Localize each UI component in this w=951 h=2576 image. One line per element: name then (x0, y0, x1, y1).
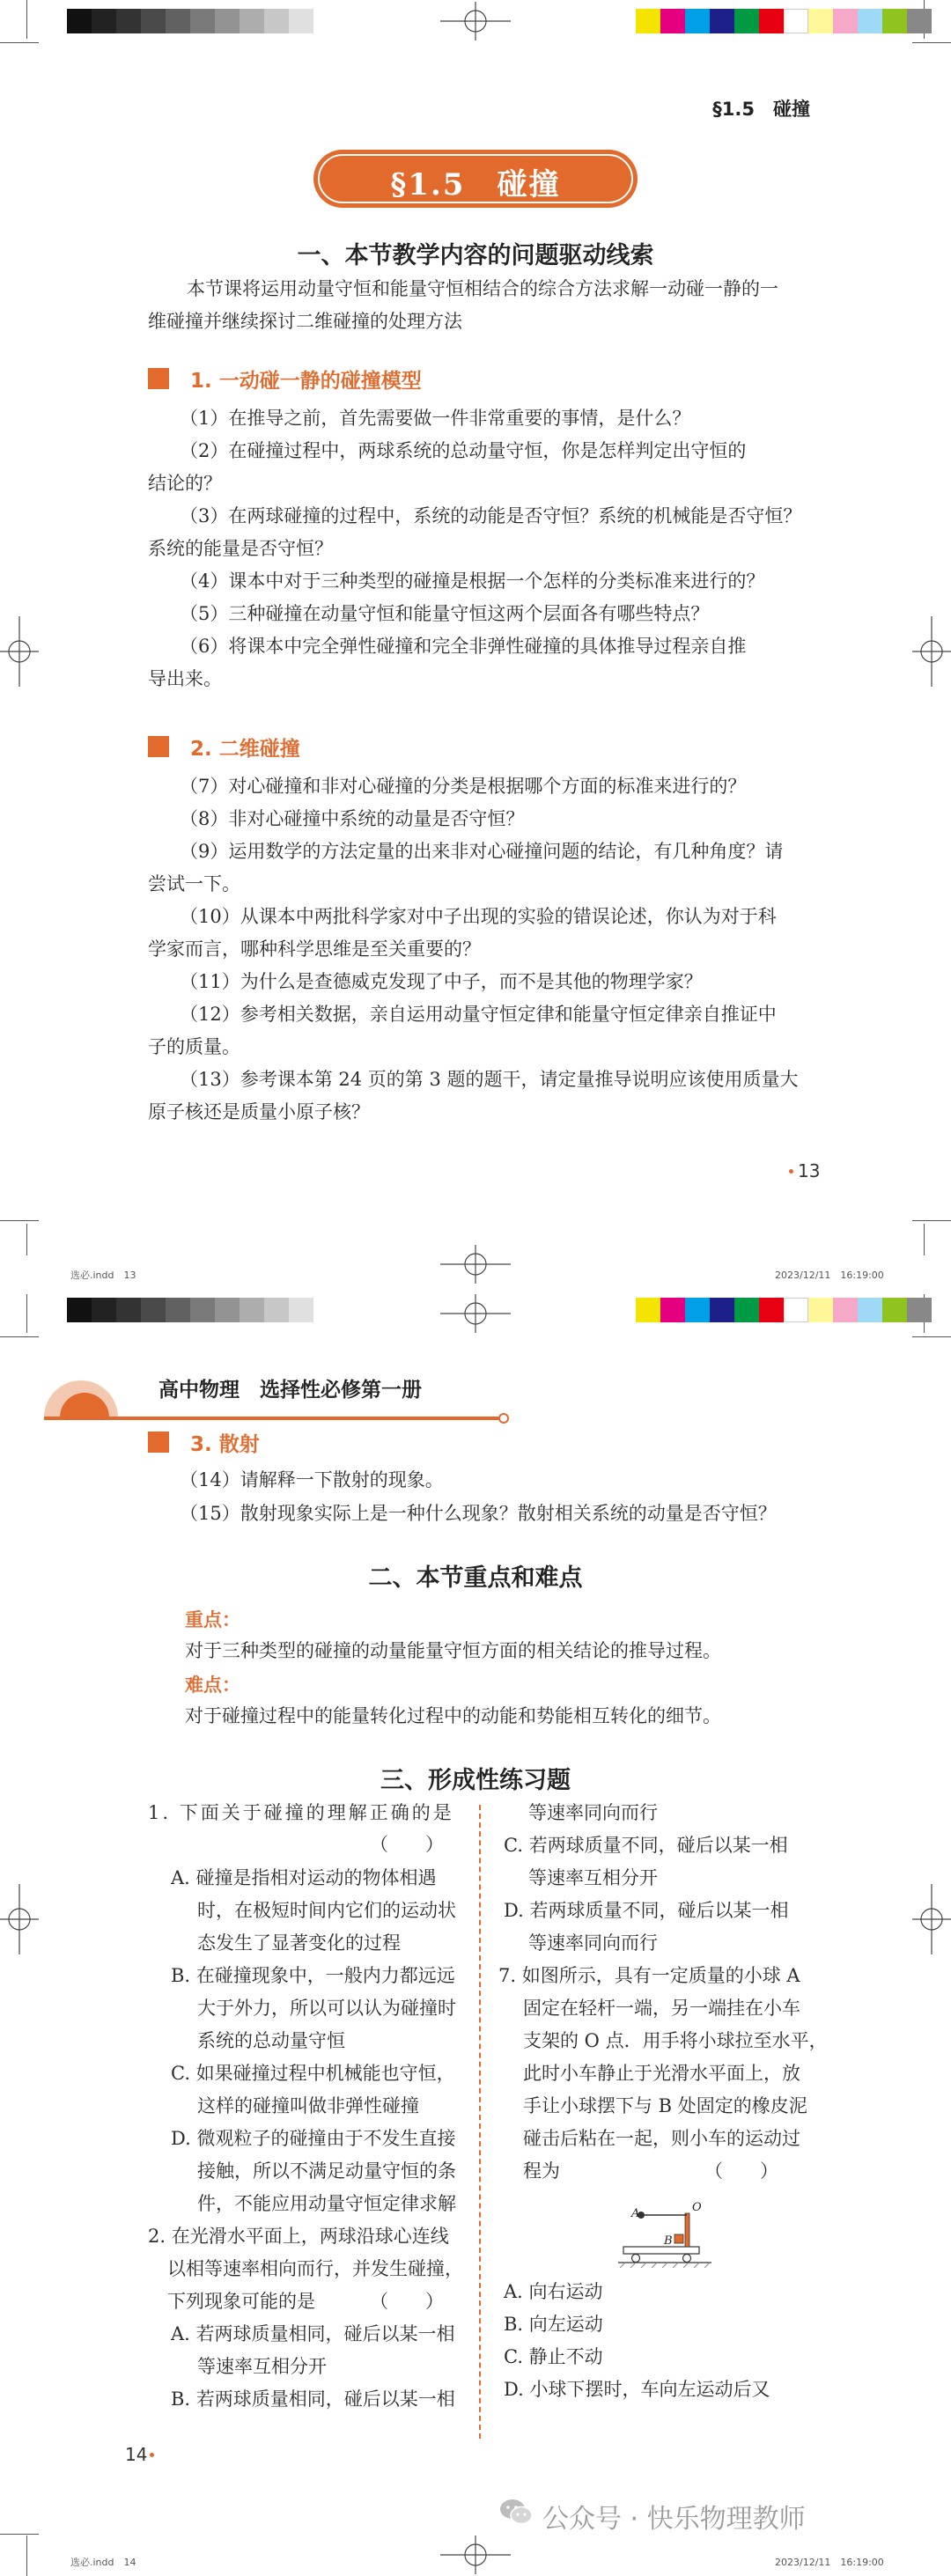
option-line: C. 静止不动 (504, 2346, 603, 2367)
registration-mark (440, 2536, 511, 2574)
question-line: 1. 下面关于碰撞的理解正确的是 (148, 1802, 454, 1823)
question-line: C. 若两球质量不同，碰后以某一相 (504, 1835, 788, 1856)
question-line: 时，在极短时间内它们的运动状 (197, 1900, 456, 1921)
key-label: 重点： (185, 1609, 240, 1630)
question-line: B. 在碰撞现象中，一般内力都远远 (171, 1965, 455, 1986)
crop-mark (912, 1336, 951, 1337)
option-line: A. 向右运动 (504, 2281, 603, 2302)
question-line: 以相等速率相向而行，并发生碰撞， (167, 2258, 463, 2279)
text-line: （11）为什么是查德威克发现了中子，而不是其他的物理学家？ (180, 971, 703, 992)
gray-swatch (215, 9, 240, 33)
color-swatch (907, 9, 932, 33)
page-number: 13 (798, 1160, 821, 1181)
footer-time: 2023/12/11 16:19:00 (775, 1270, 884, 1281)
text-line: （1）在推导之前，首先需要做一件非常重要的事情，是什么？ (180, 408, 691, 429)
question-line: 下列现象可能的是 (167, 2291, 315, 2312)
gray-swatch (67, 1298, 92, 1322)
text-line: （13）参考课本第 24 页的第 3 题的题干，请定量推导说明应该使用质量大 (180, 1069, 799, 1090)
gray-swatch (141, 1298, 166, 1322)
page-number-dot (150, 2453, 154, 2457)
color-swatch (759, 1298, 784, 1322)
question-line: B. 若两球质量相同，碰后以某一相 (171, 2388, 455, 2410)
question-line: D. 微观粒子的碰撞由于不发生直接 (171, 2128, 456, 2149)
question-line: 等速率互相分开 (528, 1867, 658, 1888)
gray-swatch (67, 9, 92, 33)
color-swatch (685, 9, 710, 33)
registration-mark (0, 616, 39, 687)
page-number: 14 (125, 2444, 148, 2465)
question-line: A. 若两球质量相同，碰后以某一相 (171, 2323, 455, 2344)
crop-mark (0, 1336, 39, 1337)
text-line: 本节课将运用动量守恒和能量守恒相结合的综合方法求解一动碰一静的一 (187, 278, 778, 299)
question-line: 固定在轻杆一端，另一端挂在小车 (523, 1998, 800, 2019)
color-swatch (907, 1298, 932, 1322)
crop-mark (924, 1224, 925, 1255)
text-line: （15）散射现象实际上是一种什么现象？散射相关系统的动量是否守恒？ (180, 1503, 777, 1524)
heading-teaching-clues: 一、本节教学内容的问题驱动线索 (297, 242, 654, 269)
text-line: （2）在碰撞过程中，两球系统的总动量守恒，你是怎样判定出守恒的 (180, 440, 747, 461)
text-line: 维碰撞并继续探讨二维碰撞的处理方法 (148, 311, 462, 332)
color-swatch (882, 1298, 907, 1322)
question-line: 等速率互相分开 (197, 2356, 327, 2377)
question-line: 等速率同向而行 (528, 1802, 658, 1823)
color-swatch (636, 9, 660, 33)
text-line: 结论的？ (148, 473, 222, 494)
crop-mark (0, 2534, 39, 2535)
registration-mark (440, 2, 511, 40)
gray-swatch (92, 1298, 116, 1322)
question-line: 这样的碰撞叫做非弹性碰撞 (197, 2095, 419, 2116)
registration-mark (912, 616, 951, 687)
crop-mark (26, 2536, 27, 2576)
color-swatch (808, 9, 833, 33)
color-swatch (784, 1298, 808, 1322)
crop-mark (26, 1294, 27, 1333)
page-number-dot (789, 1169, 793, 1174)
gray-swatch (240, 1298, 264, 1322)
question-line: 程为 (523, 2160, 560, 2182)
gray-swatch (166, 1298, 190, 1322)
registration-mark (440, 1245, 511, 1284)
footer-file: 选必.indd 14 (70, 2557, 136, 2568)
color-swatch (858, 1298, 882, 1322)
footer-file: 选必.indd 13 (70, 1270, 136, 1281)
page-1 (0, 0, 951, 1181)
subheading-3: 3. 散射 (190, 1433, 260, 1456)
color-swatch (808, 1298, 833, 1322)
text-line: 子的质量。 (148, 1036, 240, 1057)
text-line: 原子核还是质量小原子核？ (148, 1101, 370, 1122)
question-line: C. 如果碰撞过程中机械能也守恒， (171, 2063, 455, 2084)
gray-swatch (116, 1298, 141, 1322)
option-line: B. 向左运动 (504, 2314, 603, 2335)
registration-mark (912, 1884, 951, 1954)
running-header: §1.5 碰撞 (712, 99, 810, 120)
color-swatch (734, 1298, 759, 1322)
wechat-icon (498, 2497, 534, 2527)
bullet-square (148, 1432, 169, 1453)
key-text: 对于三种类型的碰撞的动量能量守恒方面的相关结论的推导过程。 (185, 1640, 721, 1661)
color-swatch (685, 1298, 710, 1322)
book-banner-title: 高中物理 选择性必修第一册 (158, 1378, 422, 1402)
color-swatch (759, 9, 784, 33)
gray-swatch (289, 9, 313, 33)
question-line: 系统的总动量守恒 (197, 2030, 345, 2051)
section-title-banner (313, 150, 638, 208)
text-line: （7）对心碰撞和非对心碰撞的分类是根据哪个方面的标准来进行的？ (180, 776, 747, 797)
gray-swatch (141, 9, 166, 33)
registration-mark (440, 1294, 511, 1333)
question-line: 此时小车静止于光滑水平面上，放 (523, 2063, 800, 2084)
footer-time: 2023/12/11 16:19:00 (775, 2557, 884, 2568)
color-swatch (660, 9, 685, 33)
answer-blank: （ ） (370, 1834, 444, 1855)
text-line: （14）请解释一下散射的现象。 (180, 1469, 444, 1490)
color-swatch (660, 1298, 685, 1322)
question-line: 手让小球摆下与 B 处固定的橡皮泥 (523, 2095, 807, 2116)
gray-swatch (92, 9, 116, 33)
gray-swatch (240, 9, 264, 33)
crop-mark (912, 42, 951, 43)
bullet-square (148, 736, 169, 757)
text-line: 学家而言，哪种科学思维是至关重要的？ (148, 938, 481, 960)
subheading-2: 2. 二维碰撞 (190, 738, 300, 761)
option-line: D. 小球下摆时，车向左运动后又 (504, 2379, 770, 2400)
text-line: （8）非对心碰撞中系统的动量是否守恒？ (180, 808, 525, 829)
text-line: （12）参考相关数据，亲自运用动量守恒定律和能量守恒定律亲自推证中 (180, 1004, 777, 1025)
gray-swatch (215, 1298, 240, 1322)
question-line: 2. 在光滑水平面上，两球沿球心连线 (148, 2226, 449, 2247)
question-line: 7. 如图所示，具有一定质量的小球 A (498, 1965, 800, 1986)
text-line: （10）从课本中两批科学家对中子出现的实验的错误论述，你认为对于科 (180, 906, 777, 927)
text-line: 尝试一下。 (148, 873, 240, 894)
figure-label-a: A (631, 2207, 640, 2220)
question-line: 碰击后粘在一起，则小车的运动过 (523, 2128, 800, 2149)
text-line: 系统的能量是否守恒？ (148, 538, 333, 559)
color-swatch (734, 9, 759, 33)
gray-swatch (166, 9, 190, 33)
question-line: 态发生了显著变化的过程 (197, 1932, 401, 1954)
text-line: 导出来。 (148, 668, 222, 689)
crop-mark (0, 1220, 39, 1221)
color-swatch (882, 9, 907, 33)
crop-mark (0, 42, 39, 43)
color-swatch (784, 9, 808, 33)
section-title: §1.5 碰撞 (390, 167, 561, 202)
text-line: （9）运用数学的方法定量的出来非对心碰撞问题的结论，有几种角度？请 (180, 841, 784, 862)
gray-swatch (264, 9, 289, 33)
figure-label-b: B (664, 2234, 673, 2248)
question-line: 件，不能应用动量守恒定律求解 (197, 2193, 456, 2214)
color-swatch (858, 9, 882, 33)
text-line: （4）课本中对于三种类型的碰撞是根据一个怎样的分类标准来进行的？ (180, 570, 765, 592)
difficulty-text: 对于碰撞过程中的能量转化过程中的动能和势能相互转化的细节。 (185, 1705, 721, 1726)
text-line: （6）将课本中完全弹性碰撞和完全非弹性碰撞的具体推导过程亲自推 (180, 636, 747, 657)
difficulty-label: 难点： (185, 1674, 240, 1696)
subheading-1: 1. 一动碰一静的碰撞模型 (190, 370, 422, 393)
gray-swatch (116, 9, 141, 33)
watermark-text: 公众号 · 快乐物理教师 (542, 2504, 806, 2535)
heading-key-points: 二、本节重点和难点 (368, 1564, 583, 1592)
crop-mark (26, 1224, 27, 1255)
question-line: 大于外力，所以可以认为碰撞时 (197, 1998, 456, 2019)
registration-mark (0, 1884, 39, 1954)
heading-exercises: 三、形成性练习题 (380, 1767, 571, 1794)
gray-swatch (190, 1298, 215, 1322)
page-2 (0, 1285, 951, 2576)
color-swatch (833, 9, 858, 33)
question-line: 支架的 O 点．用手将小球拉至水平， (523, 2030, 828, 2051)
gray-swatch (289, 1298, 313, 1322)
text-line: （5）三种碰撞在动量守恒和能量守恒这两个层面各有哪些特点？ (180, 603, 710, 624)
color-swatch (636, 1298, 660, 1322)
answer-blank: （ ） (704, 2160, 778, 2182)
gray-swatch (264, 1298, 289, 1322)
column-divider (479, 1805, 481, 2439)
crop-mark (912, 1220, 951, 1221)
question-line: 等速率同向而行 (528, 1932, 658, 1954)
gray-swatch (190, 9, 215, 33)
question-line: A. 碰撞是指相对运动的物体相遇 (171, 1867, 437, 1888)
crop-mark (26, 0, 27, 39)
color-swatch (710, 1298, 734, 1322)
question-line: 接触，所以不满足动量守恒的条 (197, 2160, 456, 2182)
bullet-square (148, 368, 169, 389)
text-line: （3）在两球碰撞的过程中，系统的动能是否守恒？系统的机械能是否守恒？ (180, 505, 802, 526)
color-swatch (710, 9, 734, 33)
question-line: D. 若两球质量不同，碰后以某一相 (504, 1900, 789, 1921)
figure-label-o: O (692, 2201, 702, 2214)
answer-blank: （ ） (370, 2291, 444, 2312)
color-swatch (833, 1298, 858, 1322)
